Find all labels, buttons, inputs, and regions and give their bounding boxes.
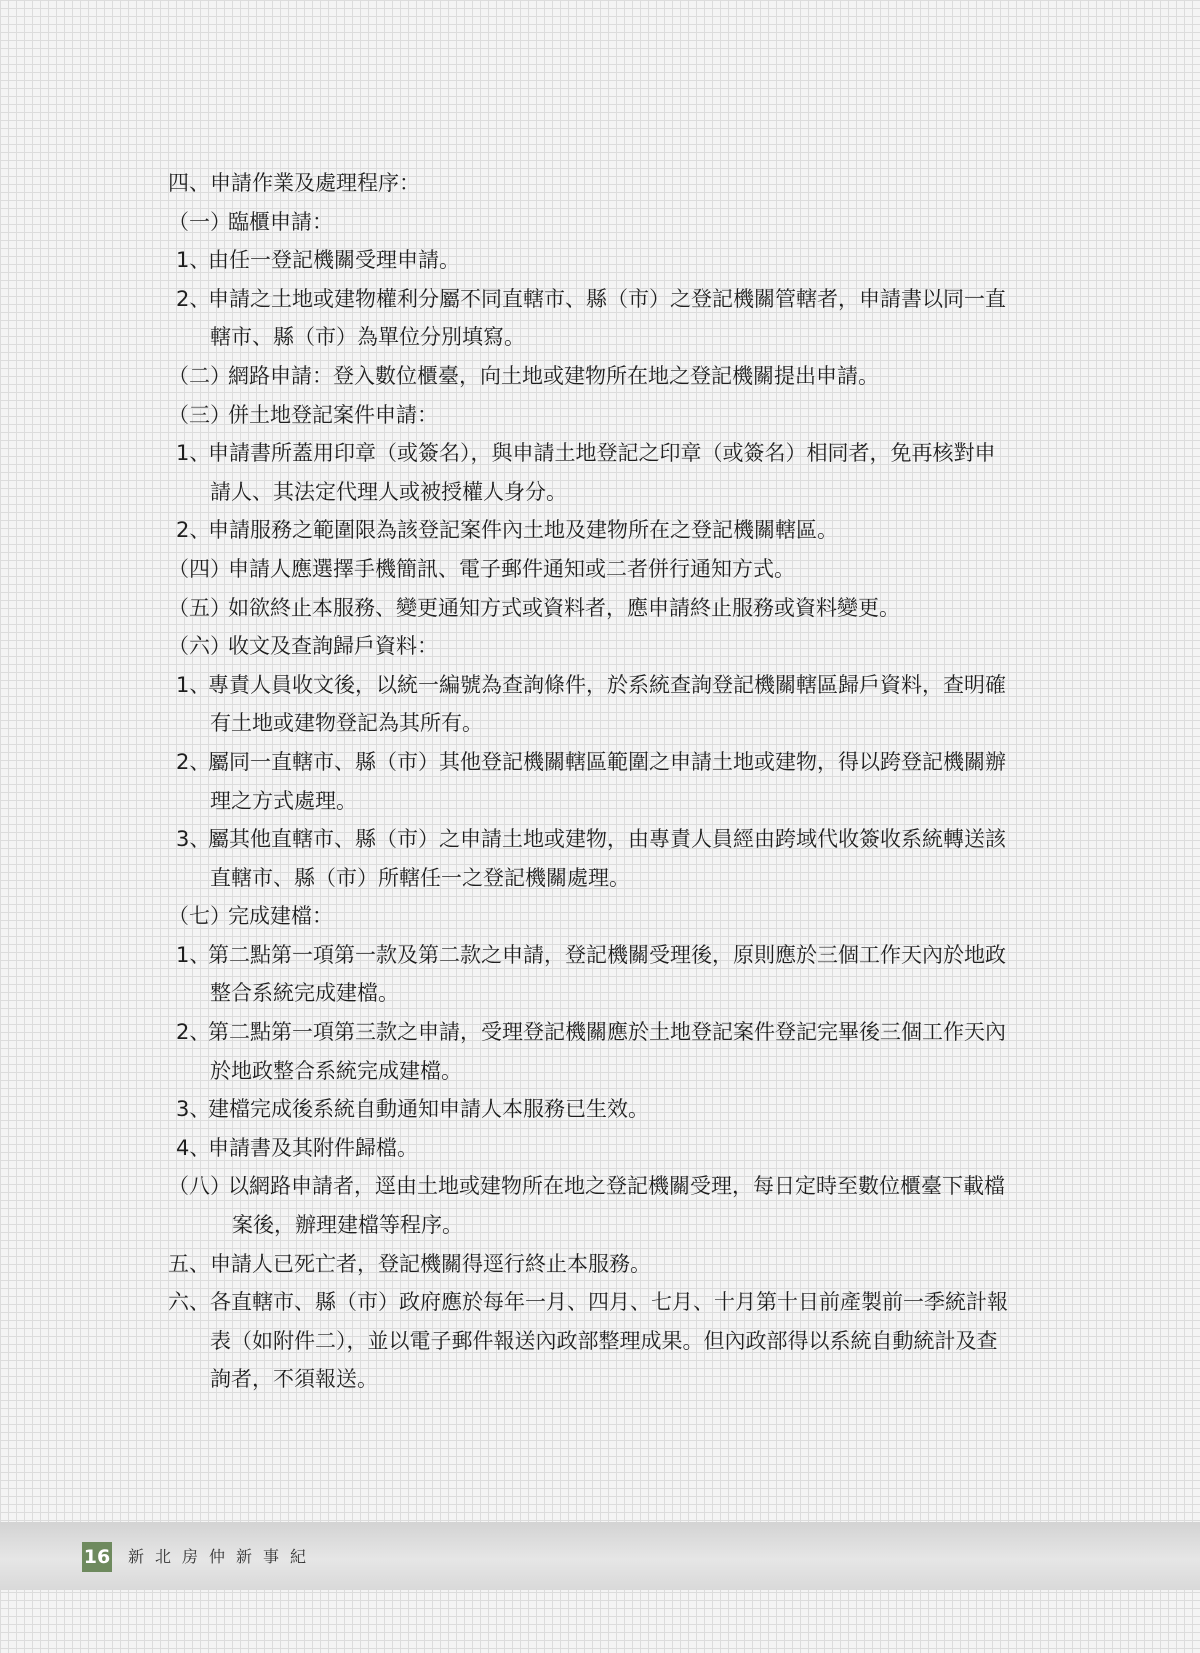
item-text: 申請服務之範圍限為該登記案件內土地及建物所在之登記機關轄區。 xyxy=(208,518,838,543)
numbered-item xyxy=(168,511,1068,550)
item-label: （六） xyxy=(168,634,231,659)
item-text: 申請人應選擇手機簡訊、電子郵件通知或二者併行通知方式。 xyxy=(228,556,795,581)
item-text: 臨櫃申請： xyxy=(228,209,333,234)
item-label: （三） xyxy=(168,402,231,427)
numbered-item xyxy=(168,280,1068,319)
page-number-badge: 16 xyxy=(82,1542,112,1572)
item-label: 4、 xyxy=(176,1135,211,1160)
item-text: 以網路申請者，逕由土地或建物所在地之登記機關受理，每日定時至數位櫃臺下載檔 xyxy=(228,1174,1005,1199)
continuation-line: 表（如附件二），並以電子郵件報送內政部整理成果。但內政部得以系統自動統計及查 xyxy=(210,1328,998,1353)
item-label: 3、 xyxy=(176,827,211,852)
continuation-line: 詢者，不須報送。 xyxy=(210,1367,378,1392)
section-heading xyxy=(168,164,1068,203)
item-text: 申請作業及處理程序： xyxy=(210,171,420,195)
item-label: 六、 xyxy=(168,1290,210,1315)
subsection-heading xyxy=(168,897,1068,936)
item-label: 1、 xyxy=(176,441,211,466)
item-label: 五、 xyxy=(168,1251,210,1276)
item-label: 四、 xyxy=(168,171,210,195)
continuation-line: 案後，辦理建檔等程序。 xyxy=(232,1213,463,1238)
item-text: 網路申請：登入數位櫃臺，向土地或建物所在地之登記機關提出申請。 xyxy=(228,363,879,388)
item-text: 併土地登記案件申請： xyxy=(228,402,438,427)
numbered-item xyxy=(168,1090,1068,1129)
item-label: 2、 xyxy=(176,749,211,774)
continuation-line: 有土地或建物登記為其所有。 xyxy=(210,711,483,736)
numbered-item xyxy=(168,743,1068,782)
item-text: 申請書所蓋用印章（或簽名），與申請土地登記之印章（或簽名）相同者，免再核對申 xyxy=(208,441,996,466)
page-footer xyxy=(0,1522,1200,1590)
subsection-heading xyxy=(168,1167,1068,1206)
section-heading xyxy=(168,1245,1068,1284)
item-text: 專責人員收文後，以統一編號為查詢條件，於系統查詢登記機關轄區歸戶資料，查明確 xyxy=(208,672,1006,697)
item-text: 申請書及其附件歸檔。 xyxy=(208,1135,418,1160)
subsection-heading xyxy=(168,627,1068,666)
item-label: 2、 xyxy=(176,1020,211,1045)
numbered-item xyxy=(168,666,1068,705)
numbered-item xyxy=(168,1013,1068,1052)
item-label: 1、 xyxy=(176,942,211,967)
item-text: 由任一登記機關受理申請。 xyxy=(208,248,460,273)
document-body xyxy=(168,164,1068,1399)
item-label: 3、 xyxy=(176,1097,211,1122)
item-label: 1、 xyxy=(176,248,211,273)
item-text: 申請人已死亡者，登記機關得逕行終止本服務。 xyxy=(210,1251,651,1276)
subsection-heading xyxy=(168,203,1068,242)
subsection-heading xyxy=(168,550,1068,589)
item-text: 第二點第一項第一款及第二款之申請，登記機關受理後，原則應於三個工作天內於地政 xyxy=(208,942,1006,967)
item-label: 2、 xyxy=(176,518,211,543)
numbered-item xyxy=(168,241,1068,280)
continuation-line: 於地政整合系統完成建檔。 xyxy=(210,1058,462,1083)
item-label: （八） xyxy=(168,1174,231,1199)
publication-name: 新北房仲新事紀 xyxy=(128,1547,318,1566)
subsection-heading xyxy=(168,589,1068,628)
continuation-line: 轄市、縣（市）為單位分別填寫。 xyxy=(210,325,525,350)
item-label: （一） xyxy=(168,209,231,234)
item-text: 屬同一直轄市、縣（市）其他登記機關轄區範圍之申請土地或建物，得以跨登記機關辦 xyxy=(208,749,1006,774)
item-label: 1、 xyxy=(176,672,211,697)
continuation-line: 理之方式處理。 xyxy=(210,788,357,813)
item-text: 收文及查詢歸戶資料： xyxy=(228,634,438,659)
item-text: 建檔完成後系統自動通知申請人本服務已生效。 xyxy=(208,1097,649,1122)
item-label: （四） xyxy=(168,556,231,581)
subsection-heading xyxy=(168,357,1068,396)
item-label: （五） xyxy=(168,595,231,620)
item-text: 第二點第一項第三款之申請，受理登記機關應於土地登記案件登記完畢後三個工作天內 xyxy=(208,1020,1006,1045)
section-heading xyxy=(168,1283,1068,1322)
item-text: 申請之土地或建物權利分屬不同直轄市、縣（市）之登記機關管轄者，申請書以同一直 xyxy=(208,286,1006,311)
item-text: 完成建檔： xyxy=(228,904,333,929)
continuation-line: 請人、其法定代理人或被授權人身分。 xyxy=(210,479,567,504)
numbered-item xyxy=(168,434,1068,473)
item-label: （七） xyxy=(168,904,231,929)
numbered-item xyxy=(168,820,1068,859)
item-label: 2、 xyxy=(176,286,211,311)
continuation-line: 直轄市、縣（市）所轄任一之登記機關處理。 xyxy=(210,865,630,890)
item-text: 如欲終止本服務、變更通知方式或資料者，應申請終止服務或資料變更。 xyxy=(228,595,900,620)
item-label: （二） xyxy=(168,363,231,388)
continuation-line: 整合系統完成建檔。 xyxy=(210,981,399,1006)
subsection-heading xyxy=(168,396,1068,435)
item-text: 屬其他直轄市、縣（市）之申請土地或建物，由專責人員經由跨域代收簽收系統轉送該 xyxy=(208,827,1006,852)
item-text: 各直轄市、縣（市）政府應於每年一月、四月、七月、十月第十日前產製前一季統計報 xyxy=(210,1290,1008,1315)
numbered-item xyxy=(168,936,1068,975)
numbered-item xyxy=(168,1129,1068,1168)
